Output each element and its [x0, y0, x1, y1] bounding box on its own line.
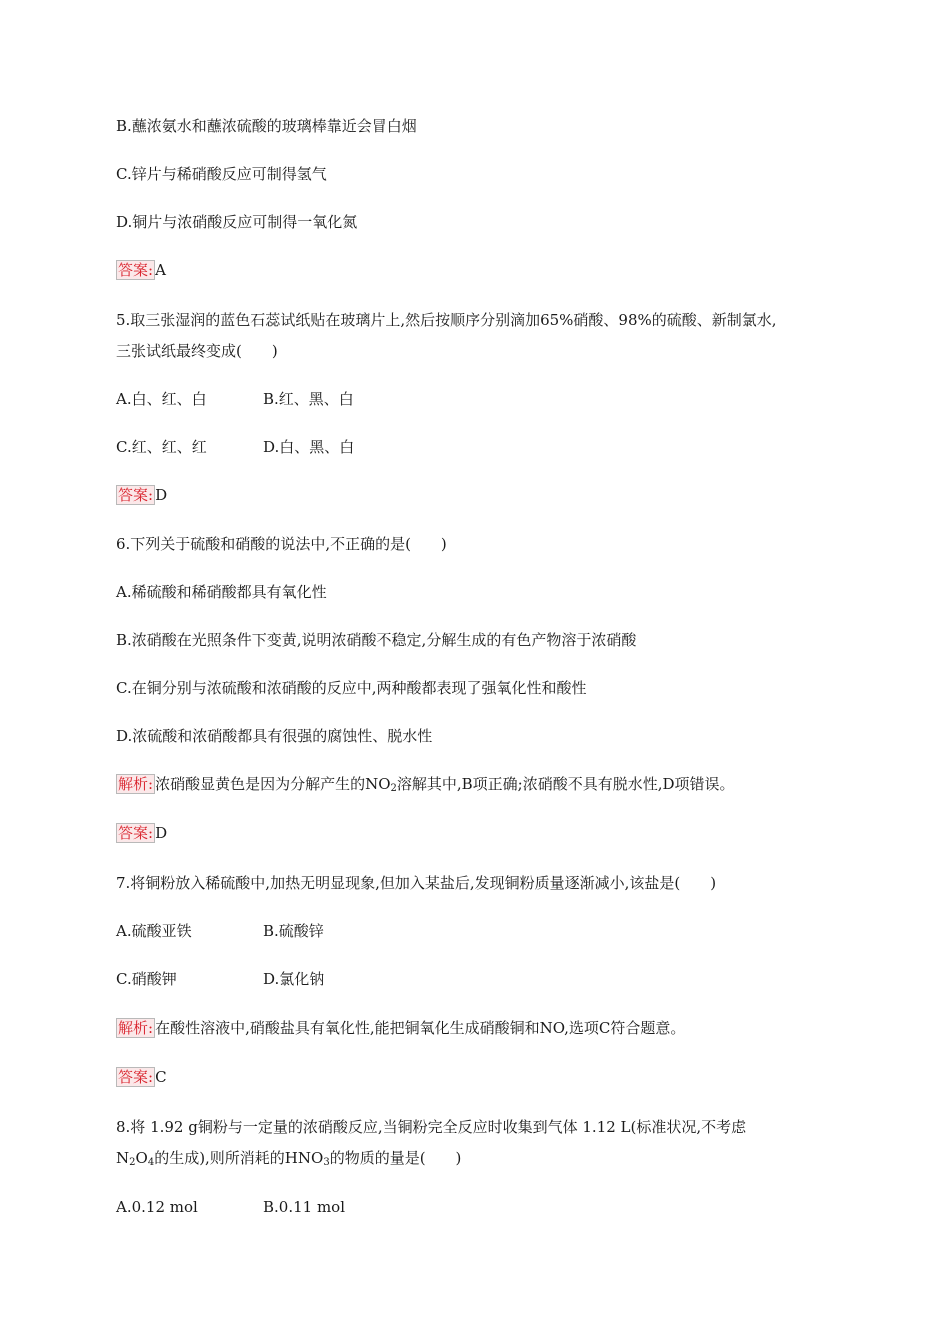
- q4-option-d: D.铜片与浓硝酸反应可制得一氧化氮: [116, 213, 358, 231]
- q8-stem-line2: [116, 1148, 461, 1168]
- q6-option-b: B.浓硝酸在光照条件下变黄,说明浓硝酸不稳定,分解生成的有色产物溶于浓硝酸: [116, 631, 637, 649]
- analysis-tag: 解析:: [118, 1019, 154, 1037]
- q5-stem-line2: 三张试纸最终变成( ): [116, 342, 278, 360]
- q5-option-c: C.红、红、红: [116, 438, 207, 456]
- q6-option-a: A.稀硫酸和稀硝酸都具有氧化性: [116, 583, 327, 601]
- subscript: 2: [390, 783, 397, 794]
- text-mid: 的生成),则所消耗的HNO: [154, 1149, 324, 1167]
- q5-option-a: A.白、红、白: [116, 390, 207, 408]
- text-n: N: [116, 1149, 130, 1167]
- analysis-text-pre: 浓硝酸显黄色是因为分解产生的NO: [155, 775, 391, 793]
- subscript: 4: [147, 1157, 155, 1168]
- q7-option-a: A.硫酸亚铁: [116, 922, 192, 940]
- text-o: O: [135, 1149, 148, 1167]
- analysis-text-post: 溶解其中,B项正确;浓硝酸不具有脱水性,D项错误。: [396, 775, 735, 793]
- q5-option-d: D.白、黑、白: [263, 438, 355, 456]
- subscript: 2: [129, 1157, 136, 1168]
- q6-option-d: D.浓硫酸和浓硝酸都具有很强的腐蚀性、脱水性: [116, 727, 433, 745]
- q4-answer: [116, 260, 166, 280]
- q8-option-b: B.0.11 mol: [263, 1198, 346, 1216]
- text-post: 的物质的量是( ): [329, 1149, 462, 1167]
- q6-stem: 6.下列关于硫酸和硝酸的说法中,不正确的是( ): [116, 535, 447, 553]
- answer-tag: 答案:: [118, 1068, 154, 1086]
- q5-answer: [116, 485, 167, 505]
- answer-value: D: [155, 486, 168, 504]
- q7-analysis: [116, 1018, 685, 1038]
- analysis-tag: 解析:: [118, 775, 154, 793]
- analysis-text: 在酸性溶液中,硝酸盐具有氧化性,能把铜氧化生成硝酸铜和NO,选项C符合题意。: [155, 1019, 686, 1037]
- q5-stem-line1: 5.取三张湿润的蓝色石蕊试纸贴在玻璃片上,然后按顺序分别滴加65%硝酸、98%的硫酸、新制氯水,: [116, 311, 777, 329]
- q8-option-a: A.0.12 mol: [116, 1198, 198, 1216]
- subscript: 3: [323, 1157, 330, 1168]
- q7-answer: [116, 1067, 167, 1087]
- q7-stem: 7.将铜粉放入稀硫酸中,加热无明显现象,但加入某盐后,发现铜粉质量逐渐减小,该盐是( ): [116, 874, 717, 892]
- answer-tag: 答案:: [118, 261, 154, 279]
- q4-option-c: C.锌片与稀硝酸反应可制得氢气: [116, 165, 327, 183]
- q4-option-b: B.蘸浓氨水和蘸浓硫酸的玻璃棒靠近会冒白烟: [116, 117, 417, 135]
- q8-stem-line1: 8.将 1.92 g铜粉与一定量的浓硝酸反应,当铜粉完全反应时收集到气体 1.12 L(标准状况,不考虑: [116, 1118, 747, 1136]
- q6-analysis: [116, 774, 735, 794]
- answer-value: D: [155, 824, 168, 842]
- q5-option-b: B.红、黑、白: [263, 390, 354, 408]
- q6-answer: [116, 823, 167, 843]
- q7-option-b: B.硫酸锌: [263, 922, 324, 940]
- q6-option-c: C.在铜分别与浓硫酸和浓硝酸的反应中,两种酸都表现了强氧化性和酸性: [116, 679, 587, 697]
- answer-value: C: [155, 1068, 167, 1086]
- q7-option-d: D.氯化钠: [263, 970, 325, 988]
- answer-tag: 答案:: [118, 486, 154, 504]
- q7-option-c: C.硝酸钾: [116, 970, 177, 988]
- answer-tag: 答案:: [118, 824, 154, 842]
- answer-value: A: [155, 261, 166, 279]
